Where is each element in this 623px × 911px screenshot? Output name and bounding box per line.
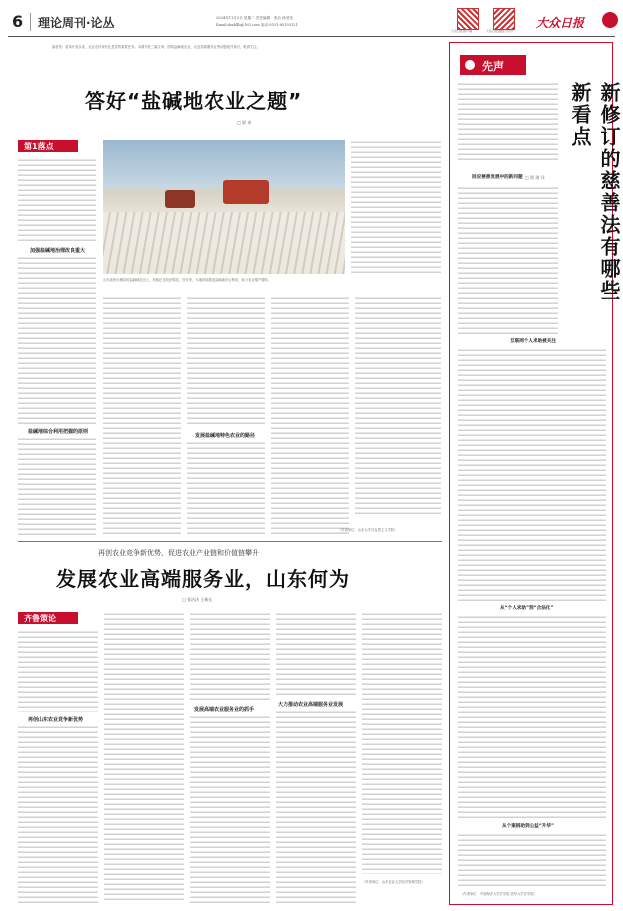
harvester-image xyxy=(223,180,269,204)
sidebar-full-text-1 xyxy=(458,348,606,602)
logo-emblem-icon xyxy=(602,12,618,28)
article2-banner-text: 齐鲁策论 xyxy=(24,614,56,623)
qr-code-2-label: 大众日报微信公众号 xyxy=(486,29,514,33)
article2-col2-text xyxy=(104,612,184,903)
article1-col3-lower-text xyxy=(187,296,265,426)
sidebar-banner-text: 先声 xyxy=(482,60,504,73)
sidebar-subhead-3: 从个案捐助到公益“升华” xyxy=(502,824,554,829)
sidebar-full-text-3 xyxy=(458,833,606,888)
sidebar-intro-text xyxy=(458,82,558,160)
sidebar-banner xyxy=(460,55,526,75)
article1-photo xyxy=(103,140,345,274)
qr-code-2 xyxy=(493,8,515,30)
article1-banner xyxy=(18,140,78,152)
article2-col4-text-2 xyxy=(276,710,356,903)
article1-footer: （作者单位：山东大学马克思主义学院） xyxy=(338,528,398,532)
sidebar-col1-text xyxy=(458,186,558,334)
article2-subhead-2: 发展高端农业服务业的抓手 xyxy=(194,707,255,713)
qr-code-1-label: 大众日报客户端 xyxy=(451,29,473,33)
page-header xyxy=(8,6,615,36)
sidebar-intro-title: 回应慈善发展中的新问题 xyxy=(472,175,523,180)
article2-footer: （作者单位：山东农业大学经济管理学院） xyxy=(362,880,425,884)
voice-icon xyxy=(465,60,475,70)
article1-col1-text-2 xyxy=(18,256,96,424)
header-rule xyxy=(8,36,615,37)
article2-col5-text xyxy=(362,612,442,874)
article1-author: □ 郭 来 xyxy=(237,120,252,125)
article2-banner xyxy=(18,612,78,624)
article2-col4-text xyxy=(276,612,356,697)
article1-col1-text xyxy=(18,158,96,243)
article2-col3-text-2 xyxy=(190,715,270,903)
newspaper-logo: 大众日报 xyxy=(536,16,585,30)
article2-kicker: 再创农业竞争新优势，促进农业产业链和价值链攀升 xyxy=(98,549,259,557)
article2-author: □ 张洁洁 王新长 xyxy=(182,597,213,602)
harvester-image-2 xyxy=(165,190,195,208)
page-number: 6 xyxy=(12,12,24,31)
article-divider xyxy=(18,541,442,542)
sidebar-author: □ 贾 海 洋 xyxy=(525,175,545,180)
article1-col4-text xyxy=(271,296,349,536)
section-title: 理论周刊·论丛 xyxy=(38,16,115,30)
header-divider xyxy=(30,13,31,31)
qr-code-1 xyxy=(457,8,479,30)
article1-col2-text xyxy=(103,296,181,536)
header-meta-1: 2024年11月5日 星期二 责任编辑：张洁 杨莹莹 xyxy=(216,16,293,20)
sidebar-full-text-2 xyxy=(458,615,606,820)
article2-subhead-3: 大力推动农业高端服务业发展 xyxy=(278,702,344,708)
article2-col1-text xyxy=(18,630,98,712)
article1-col3-lower-text-2 xyxy=(187,441,265,536)
editor-note: 编者按：改革开放以来，农业农村现代化是党的重要任务。本期刊发三篇文章，围绕盐碱地农业、农业高端服务业等话题展开探讨，敬请关注。 xyxy=(52,45,260,49)
article2-col1-text-2 xyxy=(18,725,98,903)
article1-subhead-3: 发展盐碱地特色农业的路径 xyxy=(195,433,256,439)
field-rows-image xyxy=(103,212,345,274)
sidebar-footer: （作者单位：中国海洋大学法学院 清华大学法学院） xyxy=(460,892,537,896)
sidebar-title: 新修订的慈善法有哪些新看点 xyxy=(568,82,621,302)
article1-col1-text-3 xyxy=(18,437,96,537)
article1-photo-caption: 山东滨州无棣县的盐碱地农田上，机械正在收获棉花。近年来，当地持续推进盐碱地综合利用，助力农业增产增收。 xyxy=(103,278,272,282)
article1-title: 答好“盐碱地农业之题” xyxy=(85,89,303,113)
sidebar-subhead-1: 互联网个人求助被关注 xyxy=(510,339,556,344)
article1-subhead-2: 盐碱地综合利用把握的原则 xyxy=(28,429,89,435)
article1-col3-text xyxy=(351,140,441,274)
article2-subhead-1: 再创山东农业竞争新优势 xyxy=(28,717,84,723)
sidebar-subhead-2: 从“个人求助”到“合法化” xyxy=(500,606,554,611)
article1-subhead-1: 加强盐碱地治理改良重大 xyxy=(30,248,86,254)
header-meta-2: Email:dzrbllb@163.com 电话:0531-85193121 xyxy=(216,23,298,27)
article2-title: 发展农业高端服务业，山东何为 xyxy=(56,567,350,591)
article2-col3-text xyxy=(190,612,270,702)
article1-banner-text: 第1落点 xyxy=(24,142,54,151)
article1-col5-text xyxy=(355,296,441,516)
